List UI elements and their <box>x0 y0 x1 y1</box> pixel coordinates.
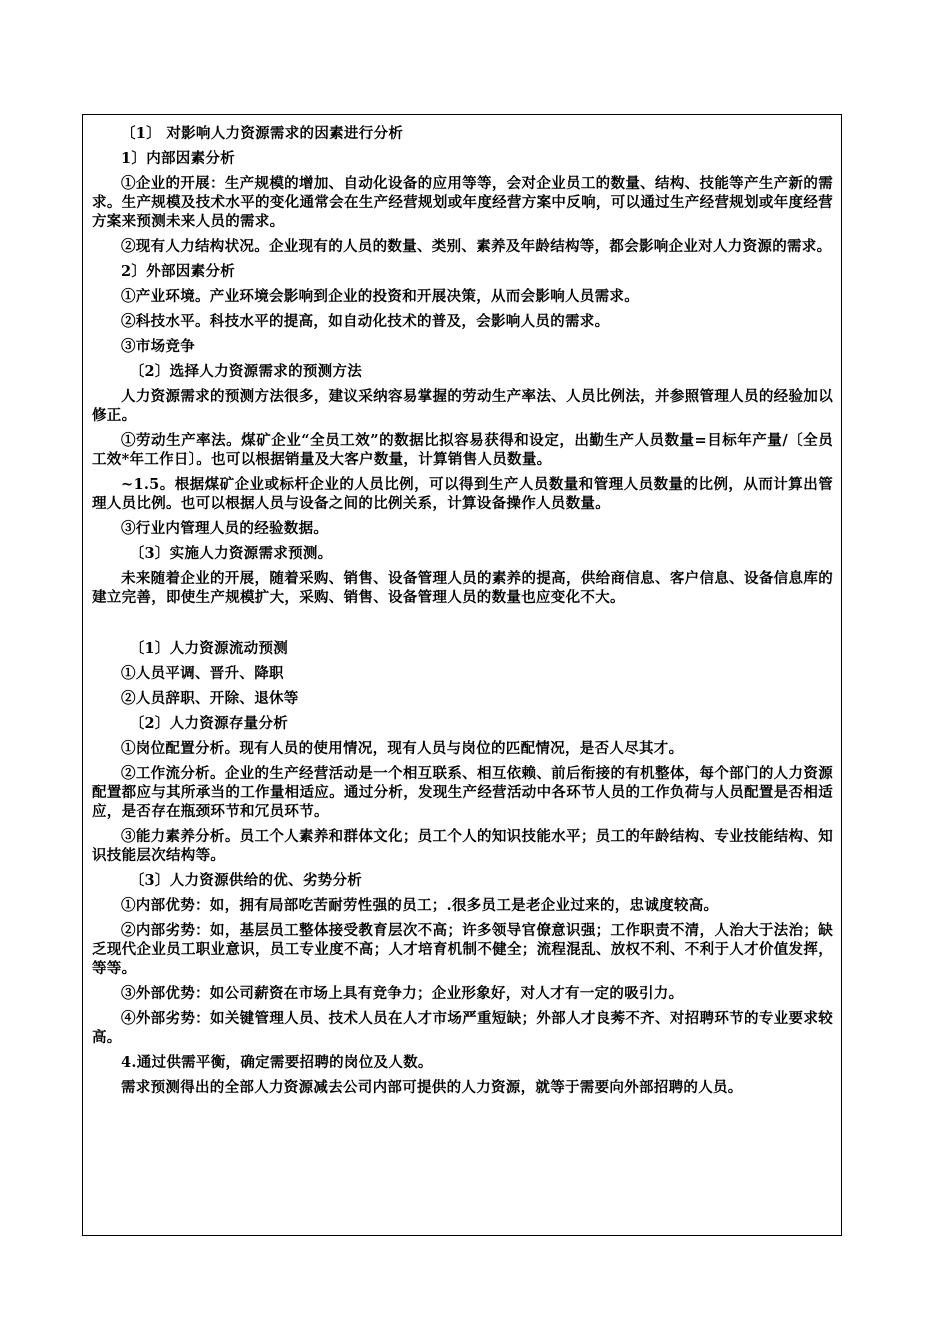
paragraph: ②现有人力结构状况。企业现有的人员的数量、类别、素养及年龄结构等，都会影响企业对人力资源的需求。 <box>121 238 832 255</box>
paragraph: 1〕内部因素分析 <box>121 150 235 167</box>
paragraph: 人力资源需求的预测方法很多，建议采纳容易掌握的劳动生产率法、人员比例法，并参照管理人员的经验加以修正。 <box>92 388 833 424</box>
paragraph: ②人员辞职、开除、退休等 <box>121 690 299 707</box>
section-gap <box>92 613 833 639</box>
paragraph: 〔1〕人力资源流动预测 <box>129 640 289 657</box>
paragraph: ④外部劣势：如关键管理人员、技术人员在人才市场严重短缺；外部人才良莠不齐、对招聘环节的专业要求较高。 <box>92 1010 833 1046</box>
paragraph: ③外部优势：如公司薪资在市场上具有竞争力；企业形象好，对人才有一定的吸引力。 <box>121 985 684 1002</box>
section-supply <box>92 639 833 1097</box>
paragraph: 〔1〕 对影响人力资源需求的因素进行分析 <box>121 125 404 142</box>
paragraph: 〔3〕人力资源供给的优、劣势分析 <box>129 872 363 889</box>
paragraph: ~1.5。根据煤矿企业或标杆企业的人员比例，可以得到生产人员数量和管理人员数量的比例，从而计算出管理人员比例。也可以根据人员与设备之间的比例关系，计算设备操作人员数量。 <box>92 476 833 512</box>
paragraph: 未来随着企业的开展，随着采购、销售、设备管理人员的素养的提高，供给商信息、客户信息、设备信息库的建立完善，即使生产规模扩大，采购、销售、设备管理人员的数量也应变化不大。 <box>92 570 833 606</box>
paragraph: ①产业环境。产业环境会影响到企业的投资和开展决策，从而会影响人员需求。 <box>121 288 639 305</box>
paragraph: ①岗位配置分析。现有人员的使用情况，现有人员与岗位的匹配情况，是否人尽其才。 <box>121 740 684 757</box>
document-frame <box>82 114 842 1236</box>
paragraph: 4.通过供需平衡，确定需要招聘的岗位及人数。 <box>121 1054 433 1071</box>
paragraph: 需求预测得出的全部人力资源减去公司内部可提供的人力资源，就等于需要向外部招聘的人员。 <box>121 1079 743 1096</box>
paragraph: ①人员平调、晋升、降职 <box>121 665 284 682</box>
section-demand <box>92 124 833 607</box>
paragraph: ②内部劣势：如，基层员工整体接受教育层次不高；许多领导官僚意识强；工作职责不清，人治大于法治；缺乏现代企业员工职业意识，员工专业度不高；人才培育机制不健全；流程混乱、放权不利、不利于人才价值发挥，等等。 <box>92 922 833 977</box>
paragraph: 〔2〕人力资源存量分析 <box>129 715 289 732</box>
paragraph: 〔2〕选择人力资源需求的预测方法 <box>129 363 363 380</box>
paragraph: ①内部优势：如，拥有局部吃苦耐劳性强的员工；.很多员工是老企业过来的，忠诚度较高。 <box>121 897 719 914</box>
paragraph: ③市场竞争 <box>121 338 195 355</box>
paragraph: ①劳动生产率法。煤矿企业“全员工效”的数据比拟容易获得和设定，出勤生产人员数量=目标年产量/〔全员工效*年工作日〕。也可以根据销量及大客户数量，计算销售人员数量。 <box>92 432 833 468</box>
paragraph: 〔3〕实施人力资源需求预测。 <box>129 545 333 562</box>
paragraph: 2〕外部因素分析 <box>121 263 235 280</box>
paragraph: ③行业内管理人员的经验数据。 <box>121 520 329 537</box>
paragraph: ②工作流分析。企业的生产经营活动是一个相互联系、相互依赖、前后衔接的有机整体，每个部门的人力资源配置都应与其所承当的工作量相适应。通过分析，发现生产经营活动中各环节人员的工作负荷与人员配置是否相适应，是否存在瓶颈环节和冗员环节。 <box>92 765 833 820</box>
paragraph: ①企业的开展：生产规模的增加、自动化设备的应用等等，会对企业员工的数量、结构、技能等产生产新的需求。生产规模及技术水平的变化通常会在生产经营规划或年度经营方案中反响，可以通过生产经营规划或年度经营方案来预测未来人员的需求。 <box>92 175 833 230</box>
paragraph: ③能力素养分析。员工个人素养和群体文化；员工个人的知识技能水平；员工的年龄结构、专业技能结构、知识技能层次结构等。 <box>92 828 833 864</box>
paragraph: ②科技水平。科技水平的提高，如自动化技术的普及，会影响人员的需求。 <box>121 313 610 330</box>
